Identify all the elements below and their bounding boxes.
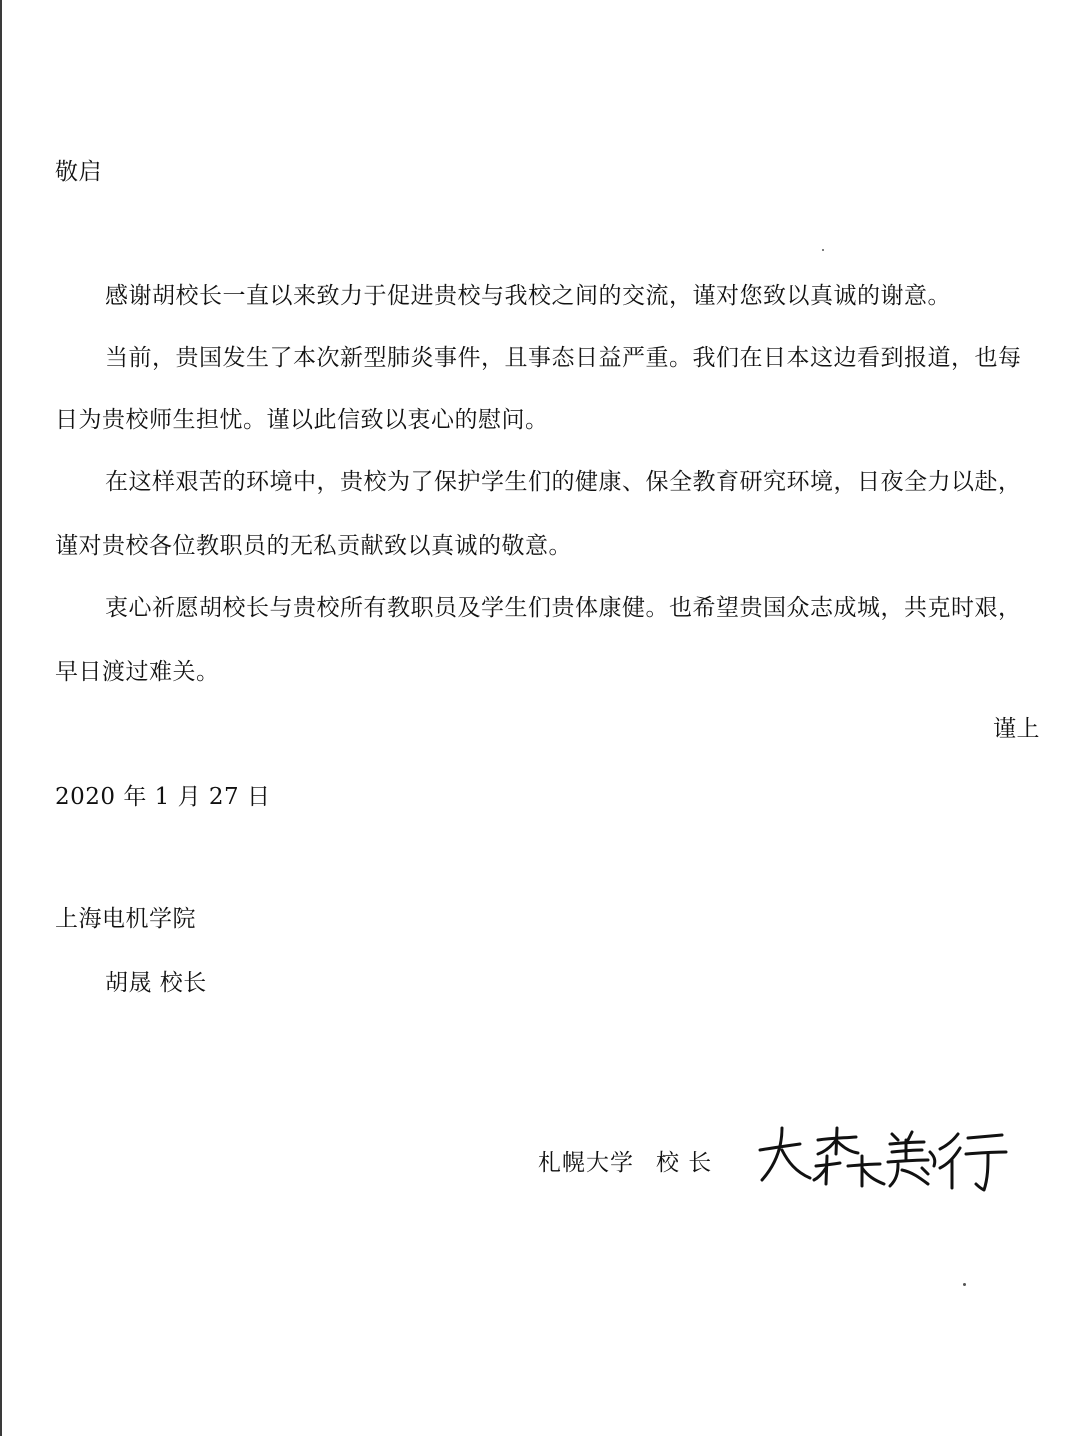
paragraph-2-line-2: 日为贵校师生担忧。谨以此信致以衷心的慰问。 xyxy=(55,407,549,433)
sender-title: 校 长 xyxy=(656,1150,713,1176)
sender-block xyxy=(538,1148,712,1178)
letter-greeting: 敬启 xyxy=(55,159,102,185)
paragraph-4-line-2: 早日渡过难关。 xyxy=(55,659,220,685)
paragraph-1: 感谢胡校长一直以来致力于促进贵校与我校之间的交流，谨对您致以真诚的谢意。 xyxy=(105,283,951,309)
recipient-organization: 上海电机学院 xyxy=(55,906,196,932)
paragraph-4-line-1: 衷心祈愿胡校长与贵校所有教职员及学生们贵体康健。也希望贵国众志成城，共克时艰， xyxy=(105,595,1022,621)
paragraph-2-line-1: 当前，贵国发生了本次新型肺炎事件，且事态日益严重。我们在日本这边看到报道，也每 xyxy=(105,345,1022,371)
paragraph-3-line-1: 在这样艰苦的环境中，贵校为了保护学生们的健康、保全教育研究环境，日夜全力以赴， xyxy=(105,469,1022,495)
letter-date: 2020 年 1 月 27 日 xyxy=(55,784,271,810)
paragraph-3-line-2: 谨对贵校各位教职员的无私贡献致以真诚的敬意。 xyxy=(55,533,572,559)
recipient-name: 胡晟 校长 xyxy=(105,970,207,996)
scan-speck xyxy=(963,1283,966,1286)
page-left-edge xyxy=(0,0,2,1436)
letter-closing: 谨上 xyxy=(993,716,1040,742)
handwritten-signature xyxy=(752,1122,1012,1194)
scan-speck xyxy=(822,249,824,251)
sender-organization: 札幌大学 xyxy=(538,1150,634,1176)
